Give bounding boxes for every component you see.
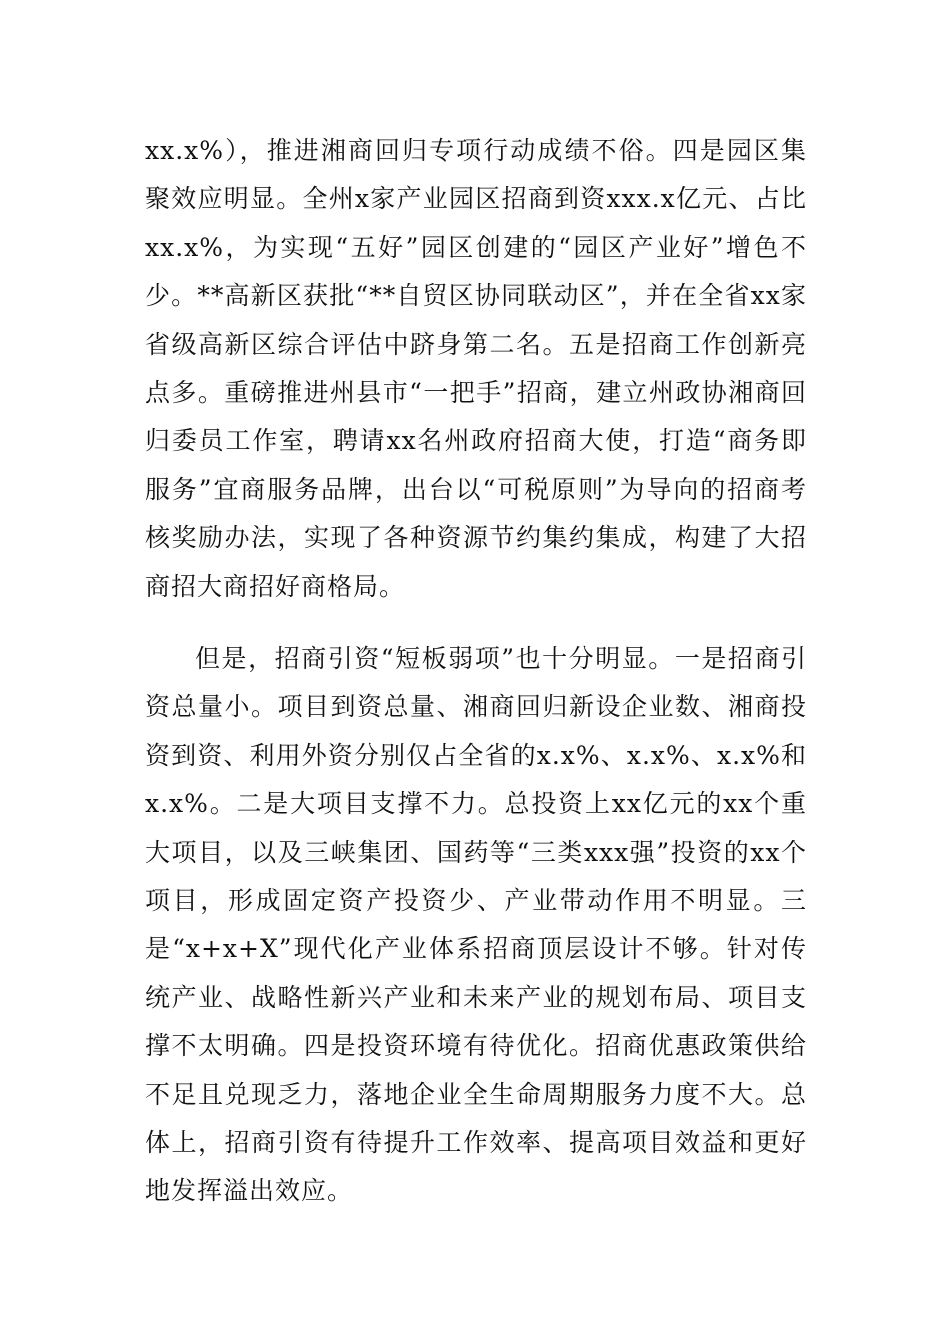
paragraph-achievements: xx.x%），推进湘商回归专项行动成绩不俗。四是园区集聚效应明显。全州x家产业园区招商到资xxx.x亿元、占比xx.x%，为实现“五好”园区创建的“园区产业好”增色不少。**高新区获批“**自贸区协同联动区”，并在全省xx家省级高新区综合评估中跻身第二名。五是招商工作创新亮点多。重磅推进州县市“一把手”招商，建立州政协湘商回归委员工作室，聘请xx名州政府招商大使，打造“商务即服务”宜商服务品牌，出台以“可税原则”为导向的招商考核奖励办法，实现了各种资源节约集约集成，构建了大招商招大商招好商格局。 xyxy=(145,136,807,601)
paragraph-weaknesses: 但是，招商引资“短板弱项”也十分明显。一是招商引资总量小。项目到资总量、湘商回归新设企业数、湘商投资到资、利用外资分别仅占全省的x.x%、x.x%、x.x%和x.x%。二是大项目支撑不力。总投资上xx亿元的xx个重大项目，以及三峡集团、国药等“三类xxx强”投资的xx个项目，形成固定资产投资少、产业带动作用不明显。三是“x+x+X”现代化产业体系招商顶层设计不够。针对传统产业、战略性新兴产业和未来产业的规划布局、项目支撑不太明确。四是投资环境有待优化。招商优惠政策供给不足且兑现乏力，落地企业全生命周期服务力度不大。总体上，招商引资有待提升工作效率、提高项目效益和更好地发挥溢出效应。 xyxy=(145,644,807,1206)
